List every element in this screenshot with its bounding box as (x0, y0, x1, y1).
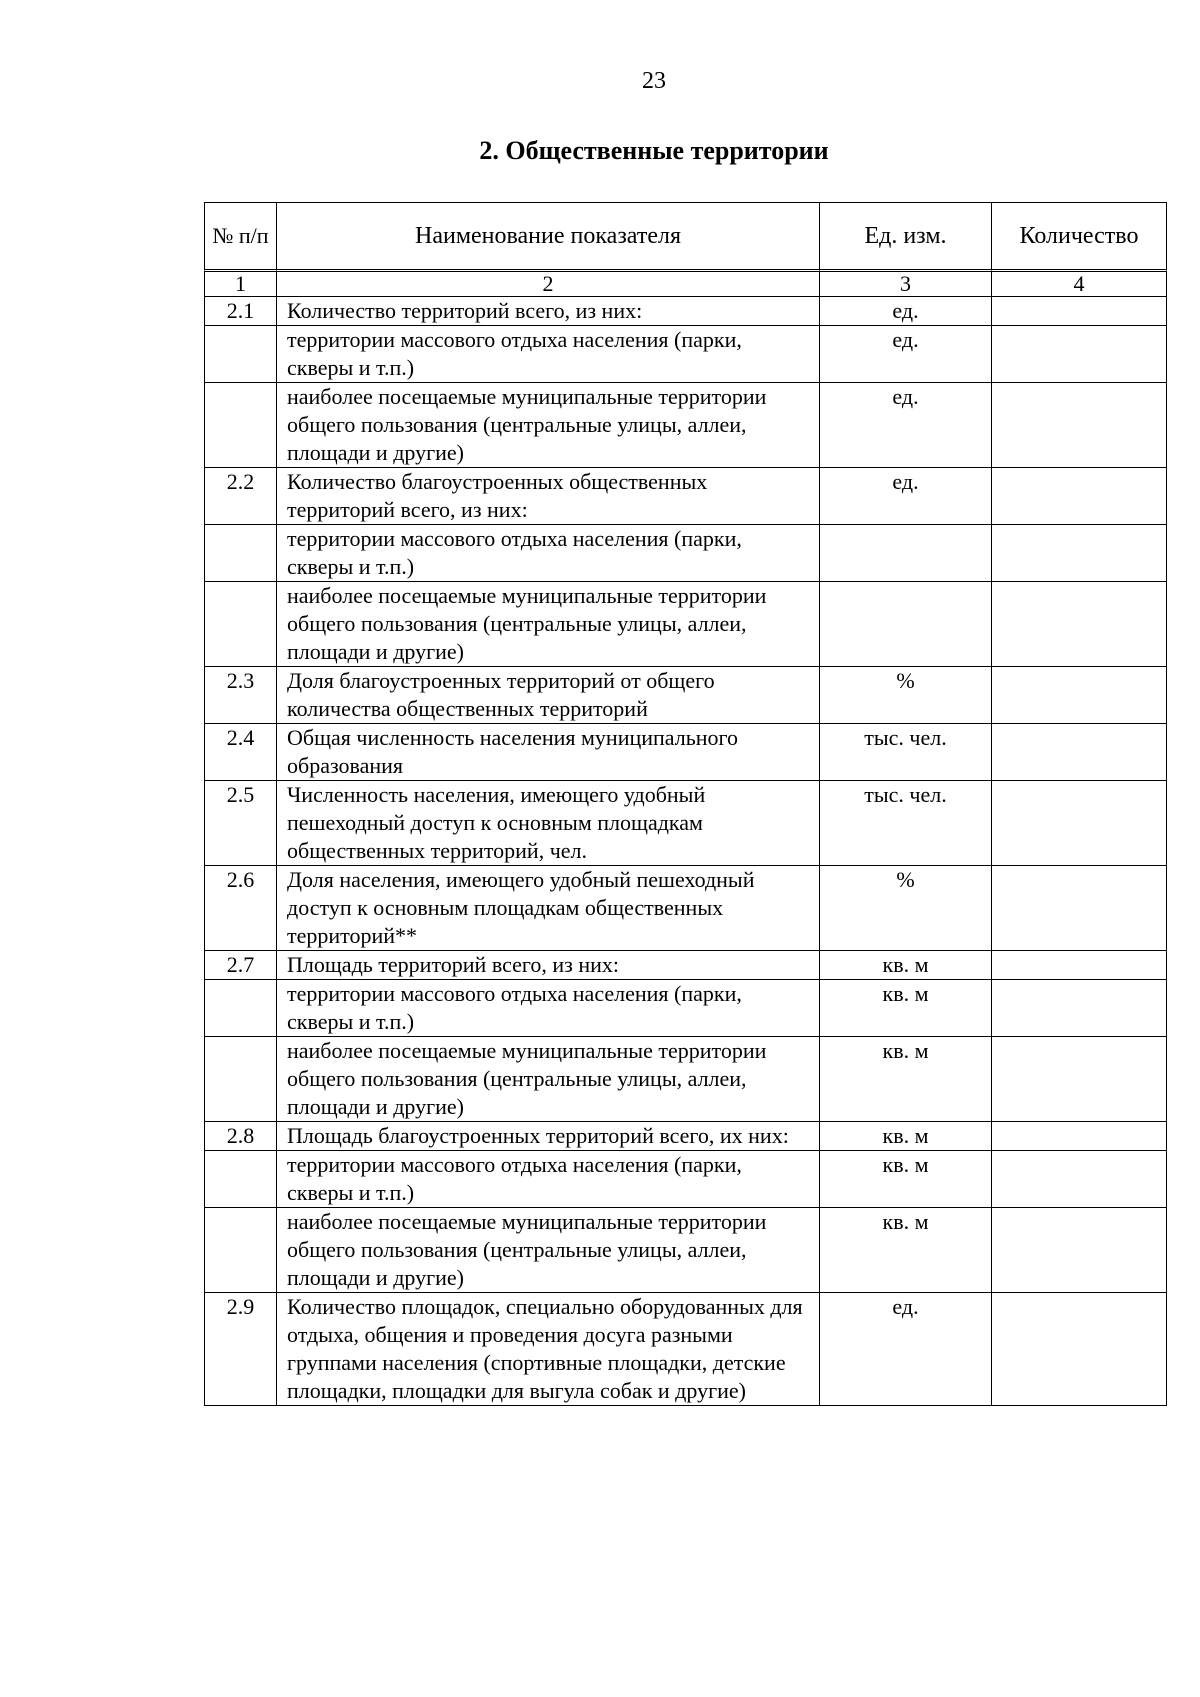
column-number: 1 (204, 272, 277, 297)
row-quantity (992, 980, 1167, 1037)
table-row (204, 667, 1167, 724)
row-number: 2.8 (204, 1122, 277, 1151)
row-unit: % (820, 866, 992, 951)
row-number (204, 1037, 277, 1122)
row-unit: ед. (820, 1293, 992, 1406)
indicators-table (204, 202, 1167, 1406)
row-number: 2.1 (204, 297, 277, 326)
row-unit: кв. м (820, 1151, 992, 1208)
table-row (204, 326, 1167, 383)
row-unit: кв. м (820, 1037, 992, 1122)
table-row (204, 724, 1167, 781)
table-row (204, 951, 1167, 980)
row-number: 2.5 (204, 781, 277, 866)
table-row (204, 1037, 1167, 1122)
row-number (204, 525, 277, 582)
row-number: 2.6 (204, 866, 277, 951)
row-quantity (992, 1293, 1167, 1406)
row-indicator-name: Количество территорий всего, из них: (277, 297, 820, 326)
row-unit: кв. м (820, 1208, 992, 1293)
header-unit: Ед. изм. (820, 202, 992, 272)
row-quantity (992, 582, 1167, 667)
table-row (204, 1293, 1167, 1406)
row-quantity (992, 383, 1167, 468)
row-number: 2.2 (204, 468, 277, 525)
row-quantity (992, 724, 1167, 781)
row-number: 2.4 (204, 724, 277, 781)
row-quantity (992, 1151, 1167, 1208)
row-indicator-name: Доля населения, имеющего удобный пешеходный доступ к основным площадкам общественных территорий** (277, 866, 820, 951)
header-quantity: Количество (992, 202, 1167, 272)
row-unit: тыс. чел. (820, 781, 992, 866)
table-row (204, 866, 1167, 951)
table-row (204, 1122, 1167, 1151)
row-unit: кв. м (820, 951, 992, 980)
row-indicator-name: территории массового отдыха населения (парки, скверы и т.п.) (277, 525, 820, 582)
table-row (204, 781, 1167, 866)
row-quantity (992, 866, 1167, 951)
table-row (204, 297, 1167, 326)
header-indicator-name: Наименование показателя (277, 202, 820, 272)
column-number: 3 (820, 272, 992, 297)
row-indicator-name: наиболее посещаемые муниципальные территории общего пользования (центральные улицы, аллеи, площади и другие) (277, 1037, 820, 1122)
row-unit: ед. (820, 468, 992, 525)
row-quantity (992, 297, 1167, 326)
row-indicator-name: Количество благоустроенных общественных территорий всего, из них: (277, 468, 820, 525)
row-indicator-name: Общая численность населения муниципального образования (277, 724, 820, 781)
row-number: 2.7 (204, 951, 277, 980)
row-quantity (992, 781, 1167, 866)
row-unit: кв. м (820, 980, 992, 1037)
table-header-row (204, 202, 1167, 272)
column-number: 4 (992, 272, 1167, 297)
column-number: 2 (277, 272, 820, 297)
row-number (204, 980, 277, 1037)
table-row (204, 468, 1167, 525)
row-indicator-name: Площадь территорий всего, из них: (277, 951, 820, 980)
row-unit: ед. (820, 383, 992, 468)
row-unit: кв. м (820, 1122, 992, 1151)
row-unit: ед. (820, 326, 992, 383)
row-unit: % (820, 667, 992, 724)
table-row (204, 1208, 1167, 1293)
row-number (204, 326, 277, 383)
table-row (204, 525, 1167, 582)
table-row (204, 383, 1167, 468)
row-quantity (992, 525, 1167, 582)
row-quantity (992, 1208, 1167, 1293)
row-quantity (992, 468, 1167, 525)
row-number: 2.3 (204, 667, 277, 724)
row-indicator-name: наиболее посещаемые муниципальные территории общего пользования (центральные улицы, аллеи, площади и другие) (277, 1208, 820, 1293)
row-indicator-name: наиболее посещаемые муниципальные территории общего пользования (центральные улицы, аллеи, площади и другие) (277, 582, 820, 667)
row-quantity (992, 1037, 1167, 1122)
column-number-row (204, 272, 1167, 297)
table-body (204, 297, 1167, 1406)
row-number (204, 1151, 277, 1208)
table-row (204, 980, 1167, 1037)
table-row (204, 1151, 1167, 1208)
row-unit (820, 582, 992, 667)
row-unit: тыс. чел. (820, 724, 992, 781)
page-number: 23 (642, 68, 666, 94)
row-indicator-name: территории массового отдыха населения (парки, скверы и т.п.) (277, 1151, 820, 1208)
row-number (204, 1208, 277, 1293)
row-indicator-name: Доля благоустроенных территорий от общего количества общественных территорий (277, 667, 820, 724)
row-indicator-name: наиболее посещаемые муниципальные территории общего пользования (центральные улицы, аллеи, площади и другие) (277, 383, 820, 468)
row-indicator-name: территории массового отдыха населения (парки, скверы и т.п.) (277, 326, 820, 383)
row-number (204, 383, 277, 468)
row-number (204, 582, 277, 667)
row-indicator-name: территории массового отдыха населения (парки, скверы и т.п.) (277, 980, 820, 1037)
page-title: 2. Общественные территории (479, 136, 829, 165)
row-quantity (992, 326, 1167, 383)
row-quantity (992, 667, 1167, 724)
row-indicator-name: Количество площадок, специально оборудованных для отдыха, общения и проведения досуга разными группами населения (спортивные площадки, детские площадки, площадки для выгула собак и другие) (277, 1293, 820, 1406)
row-quantity (992, 951, 1167, 980)
header-number: № п/п (204, 202, 277, 272)
row-indicator-name: Площадь благоустроенных территорий всего, их них: (277, 1122, 820, 1151)
row-unit: ед. (820, 297, 992, 326)
row-indicator-name: Численность населения, имеющего удобный пешеходный доступ к основным площадкам общественных территорий, чел. (277, 781, 820, 866)
row-quantity (992, 1122, 1167, 1151)
row-unit (820, 525, 992, 582)
table-row (204, 582, 1167, 667)
row-number: 2.9 (204, 1293, 277, 1406)
